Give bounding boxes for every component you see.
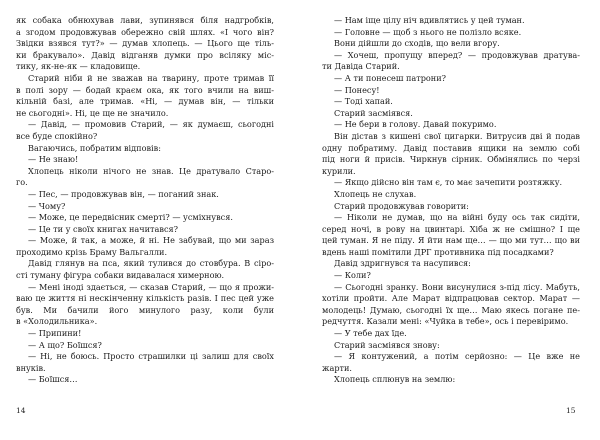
text-line: проходимо крізь Браму Вальгалли. [16,246,168,257]
text-line: — Чому? [28,200,66,211]
text-line: цей туман. Я не піду. Я йти нам ще… — що ми тут… що ви [322,235,580,246]
text-line: Старий засміявся знову: [334,339,440,350]
text-line: Вагаючись, побратим відповів: [28,142,161,153]
right-page [322,15,580,415]
text-line: — Якщо дійсно він там є, то має зачепити розтяжку. [334,177,563,188]
left-page [16,15,274,415]
text-line: — Нам іще цілу ніч вдивлятись у цей туман. [334,15,525,25]
text-line: — Це ти у своїх книгах начитався? [28,223,178,234]
text-line: — Коли? [334,270,371,281]
text-line: Вони дійшли до сходів, що вели вгору. [334,38,500,49]
text-line: внуків. [16,362,46,373]
text-line: був. Ми бачили його минулого разу, коли були [16,304,274,315]
text-line: — Може, це передвісник смерті? — усміхнувся. [28,212,233,223]
text-line: ваю це життя ні нескінченну кількість разів. І пес цей уже [16,293,274,304]
text-line: го. [16,177,28,188]
text-line: курили. [322,165,356,176]
text-line: в полі зору — бодай краєм ока, як того вчили на виш- [16,84,274,95]
text-line: як собака обнюхував лави, зупинявся біля надгробків, [16,15,274,25]
text-line: Старий продовжував говорити: [334,200,469,211]
text-line: Давід глянув на пса, який тулився до стовбура. В сіро- [28,258,274,269]
text-line: — У тебе дах їде. [334,328,407,339]
text-line: — Не знаю! [28,154,79,165]
text-line: — Хочеш, пропущу вперед? — продовжував дратува- [334,49,580,60]
text-line: Хлопець не слухав. [334,188,417,199]
text-line: жарти. [322,362,353,373]
text-line: сті туману фігура собаки видавалася химерною. [16,270,225,281]
text-line: — Мені іноді здається, — сказав Старий, — що я прожи- [28,281,274,292]
text-line: — Може, й так, а може, й ні. Не забувай, що ми зараз [28,235,274,246]
text-line: — Боїшся… [28,374,78,385]
text-line: а згодом продовжував обережно свій шлях. «І чого він? [16,26,274,37]
text-line: — Припини! [28,328,82,339]
text-line: Старий ніби й не зважав на тварину, проте тримав її [28,72,274,83]
text-line: редчуття. Казали мені: «Чуйка в тебе», ось і перевіримо. [322,316,569,327]
page-number-left: 14 [16,406,26,415]
text-line: молодець! Думаю, сьогодні їх ще… Маю якесь погане пе- [322,304,580,315]
text-line: — Понесу! [334,84,380,95]
text-line: тику, як-не-як — кладовище. [16,61,141,72]
text-line: хотіли пройти. Але Марат відпрацював сектор. Марат — [322,293,580,304]
text-line: ки бракувало». Давід відганяв думки про всіляку міс- [16,49,274,60]
text-line: серед ночі, в рову на цвинтарі. Хіба ж не смішно? І ще [322,223,580,234]
text-line: — А ти понесеш патрони? [334,72,446,83]
text-line: Звідки взявся тут?» — думав хлопець. — Цього ще тіль- [16,38,274,49]
text-line: — Ніколи не думав, що на війні буду ось так сидіти, [334,212,580,223]
text-line: вдень наші помітили ДРГ противника під посадками? [322,246,554,257]
text-line: все буде спокійно? [16,130,98,141]
text-line: кільній базі, але тримав. «Ні, — думав він, — тільки [16,96,274,107]
text-line: — Тоді хапай. [334,96,393,107]
text-line: Він дістав з кишені свої цигарки. Витрусив дві й подав [334,130,580,141]
text-line: — Ні, не боюсь. Просто страшилки ці залиш для своїх [28,351,274,362]
text-line: — Пес, — продовжував він, — поганий знак. [28,188,219,199]
text-line: — А що? Боїшся? [28,339,102,350]
text-line: не сьогодні». Ні, це ще не значило. [16,107,169,118]
text-line: Старий засміявся. [334,107,413,118]
text-line: в «Холодильника». [16,316,98,327]
text-line: одну побратиму. Давід поставив ящики на землю собі [322,142,580,153]
text-line: — Сьогодні зранку. Вони висунулися з-під лісу. Мабуть, [334,281,580,292]
text-line: — Головне — щоб з нього не полізло всяке. [334,26,522,37]
text-line: ти Давіда Старий. [322,61,400,72]
page-number-right: 15 [566,406,576,415]
text-line: Хлопець сплюнув на землю: [334,374,456,385]
text-line: — Не бери в голову. Давай покуримо. [334,119,497,130]
text-line: під ноги й присів. Чиркнув сірник. Обмінялись по черзі [322,154,580,165]
text-line: — Давід, — промовив Старий, — як думаєш, сьогодні [28,119,274,130]
text-line: Хлопець ніколи нічого не знав. Це дратувало Старо- [28,165,274,176]
text-line: Давід здригнувся та насупився: [334,258,471,269]
text-line: — Я контужений, а потім серйозно: — Це вже не [334,351,580,362]
